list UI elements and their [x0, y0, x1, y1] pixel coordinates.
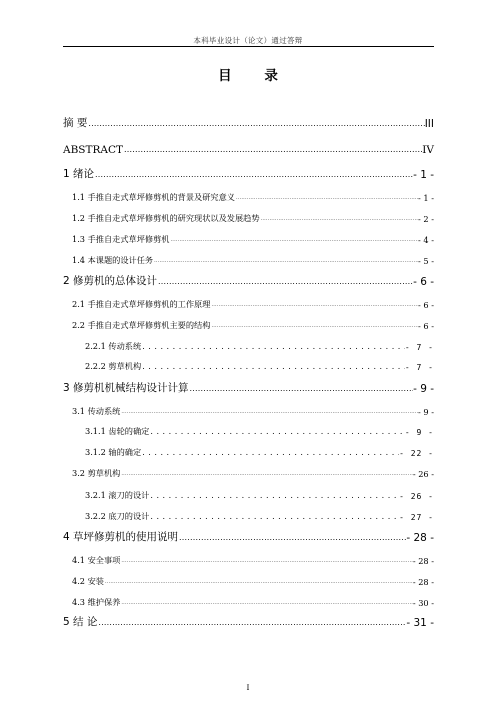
toc-entry-label: 2.2 手推自走式草坪修剪机主要的结构	[72, 320, 211, 330]
toc-entry-page: - 27 -	[399, 513, 434, 522]
toc-entry-page: III	[424, 118, 434, 130]
toc-entry-label: 4.1 安全事项	[72, 555, 121, 565]
dot-leader	[141, 356, 405, 372]
toc-entry[interactable]	[63, 379, 434, 395]
toc-entry[interactable]	[63, 229, 434, 245]
toc-entry-page: - 22 -	[399, 449, 434, 458]
dot-leader	[210, 294, 418, 310]
toc-entry-label: 3.1.1 齿轮的确定	[85, 426, 150, 436]
toc-entry-page: - 9 -	[404, 428, 434, 437]
toc-entry-label: 5 结 论	[63, 616, 98, 628]
toc-entry-page: - 5 -	[418, 256, 434, 266]
toc-entry-page: IV	[422, 144, 434, 156]
toc-entry[interactable]	[63, 485, 434, 501]
dot-leader	[123, 140, 422, 156]
toc-entry-page: - 2 -	[418, 214, 434, 224]
toc-entry-label: 1.2 手推自走式草坪修剪机的研究现状以及发展趋势	[72, 213, 260, 223]
toc-entry[interactable]	[63, 571, 434, 587]
toc-entry-page: - 6 -	[418, 300, 434, 310]
toc-entry[interactable]	[63, 114, 434, 130]
toc-entry[interactable]	[63, 165, 434, 181]
dot-leader	[210, 315, 418, 331]
page-header: 本科毕业设计（论文）通过答辩	[193, 36, 303, 45]
toc-entry-page: - 7 -	[404, 363, 434, 372]
page-number: I	[246, 683, 250, 692]
dot-leader	[94, 165, 413, 181]
dot-leader	[120, 550, 412, 566]
dot-leader	[141, 336, 405, 352]
dot-leader	[149, 485, 399, 501]
dot-leader	[120, 592, 412, 608]
dot-leader	[149, 421, 405, 437]
toc-entry[interactable]	[63, 294, 434, 310]
dot-leader	[153, 250, 418, 266]
toc-entry-label: 3.2 剪草机构	[72, 468, 121, 478]
toc-entry-label: 2 修剪机的总体设计	[63, 275, 158, 287]
toc-entry[interactable]	[63, 506, 434, 522]
toc-entry-page: - 6 -	[413, 276, 434, 288]
toc-entry[interactable]	[63, 208, 434, 224]
toc-entry-label: 4.3 维护保养	[72, 597, 121, 607]
toc-entry-page: - 1 -	[413, 169, 434, 181]
toc-entry-page: - 9 -	[413, 383, 434, 395]
toc-entry-label: 3 修剪机机械结构设计计算	[63, 382, 189, 394]
dot-leader	[87, 114, 424, 130]
toc-entry-label: 4.2 安装	[72, 576, 104, 586]
header-rule	[63, 46, 434, 47]
toc-entry[interactable]	[63, 315, 434, 331]
toc-entry[interactable]	[63, 550, 434, 566]
toc-entry-label: 4 草坪修剪机的使用说明	[63, 531, 179, 543]
toc-entry[interactable]	[63, 272, 434, 288]
toc-entry-label: 3.2.1 滚刀的设计	[85, 490, 150, 500]
dot-leader	[157, 272, 413, 288]
dot-leader	[97, 613, 406, 629]
toc-entry-label: 3.1 传动系统	[72, 406, 121, 416]
dot-leader	[104, 571, 413, 587]
toc-entry[interactable]	[63, 140, 434, 156]
toc-entry-page: - 26 -	[399, 492, 434, 501]
toc-title: 目 录	[218, 68, 292, 84]
toc-entry[interactable]	[63, 336, 434, 352]
toc-entry-label: 1.4 本课题的设计任务	[72, 255, 154, 265]
toc-entry-page: - 4 -	[418, 235, 434, 245]
toc-entry-page: - 9 -	[418, 407, 434, 417]
dot-leader	[120, 401, 418, 417]
toc-entry-label: 3.1.2 轴的确定	[85, 447, 142, 457]
toc-entry-page: - 30 -	[412, 598, 434, 608]
dot-leader	[141, 442, 399, 458]
toc-entry-label: 3.2.2 底刀的设计	[85, 511, 150, 521]
toc-entry[interactable]	[63, 528, 434, 544]
toc-entry-label: 2.1 手推自走式草坪修剪机的工作原理	[72, 299, 211, 309]
toc-entry-page: - 26 -	[412, 469, 434, 479]
toc-entry-page: - 6 -	[418, 321, 434, 331]
dot-leader	[149, 506, 399, 522]
toc-entry[interactable]	[63, 592, 434, 608]
toc-entry-page: - 31 -	[406, 617, 434, 629]
toc-entry-page: - 1 -	[418, 193, 434, 203]
dot-leader	[260, 208, 418, 224]
toc-entry-label: 2.2.2 剪草机构	[85, 361, 142, 371]
toc-entry-label: 2.2.1 传动系统	[85, 341, 142, 351]
toc-entry[interactable]	[63, 250, 434, 266]
toc-entry-page: - 28 -	[412, 577, 434, 587]
dot-leader	[170, 229, 419, 245]
toc-entry-label: 1 绪论	[63, 168, 95, 180]
toc-entry[interactable]	[63, 187, 434, 203]
dot-leader	[189, 379, 414, 395]
dot-leader	[235, 187, 418, 203]
dot-leader	[120, 463, 412, 479]
toc-entry-page: - 7 -	[404, 343, 434, 352]
toc-entry-label: ABSTRACT	[63, 144, 124, 156]
toc-entry[interactable]	[63, 442, 434, 458]
toc-entry-label: 摘 要	[63, 117, 88, 129]
dot-leader	[178, 528, 406, 544]
toc-entry[interactable]	[63, 401, 434, 417]
toc-entry[interactable]	[63, 463, 434, 479]
toc-entry-label: 1.3 手推自走式草坪修剪机	[72, 234, 170, 244]
toc-entry-page: - 28 -	[412, 556, 434, 566]
toc-entry[interactable]	[63, 421, 434, 437]
toc-entry[interactable]	[63, 356, 434, 372]
toc-entry-page: - 28 -	[406, 532, 434, 544]
toc-entry-label: 1.1 手推自走式草坪修剪机的背景及研究意义	[72, 192, 235, 202]
toc-entry[interactable]	[63, 613, 434, 629]
